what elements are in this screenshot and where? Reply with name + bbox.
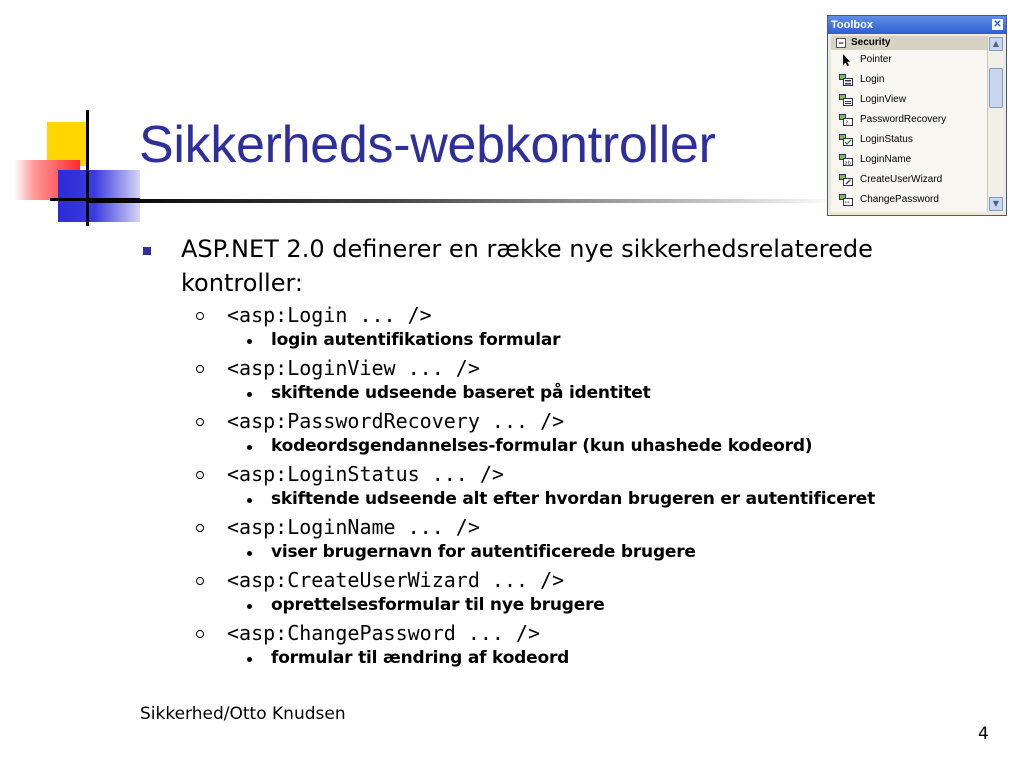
control-description [140,487,940,512]
toolbox-item-loginname[interactable] [831,150,987,170]
square-bullet-icon [143,247,151,255]
svg-text:**: ** [844,201,850,206]
toolbox-item-changepassword[interactable] [831,190,987,210]
dot-bullet-icon [247,551,252,556]
toolbox-item-label: LoginStatus [860,134,913,145]
control-tag: <asp:ChangePassword ... /> [227,621,541,645]
dot-bullet-icon [247,498,252,503]
dot-bullet-icon [247,604,252,609]
toolbox-category-security[interactable] [831,36,987,50]
control-tag: <asp:Login ... /> [227,303,432,327]
control-tag: <asp:LoginStatus ... /> [227,462,504,486]
collapse-icon[interactable]: − [836,38,846,48]
control-desc-text: formular til ændring af kodeord [271,648,570,668]
control-item [140,355,940,381]
control-desc-text: viser brugernavn for autentificerede brugere [271,542,696,562]
control-desc-text: skiftende udseende alt efter hvordan brugeren er autentificeret [271,489,876,509]
control-description [140,434,940,459]
toolbox-item-label: PasswordRecovery [860,114,947,125]
toolbox-titlebar[interactable] [828,16,1006,34]
passwordrecovery-control-icon [839,114,853,126]
control-desc-text: kodeordsgendannelses-formular (kun uhashede kodeord) [271,436,813,456]
intro-text: ASP.NET 2.0 definerer en række nye sikkerhedsrelaterede kontroller: [181,235,873,297]
toolbox-item-label: LoginView [860,94,906,105]
circle-bullet-icon [196,577,204,585]
control-description [140,381,940,406]
title-underline [89,199,839,203]
toolbox-item-createuserwizard[interactable] [831,170,987,190]
control-tag: <asp:CreateUserWizard ... /> [227,568,565,592]
control-desc-text: skiftende udseende baseret på identitet [271,383,651,403]
login-control-icon [839,74,853,86]
dot-bullet-icon [247,392,252,397]
control-tag: <asp:LoginName ... /> [227,515,480,539]
toolbox-item-passwordrecovery[interactable] [831,110,987,130]
dot-bullet-icon [247,339,252,344]
toolbox-item-label: LoginName [860,154,912,165]
dot-bullet-icon [247,657,252,662]
loginview-control-icon [839,94,853,106]
control-desc-text: login autentifikations formular [271,330,561,350]
toolbox-list [831,36,987,212]
control-item [140,620,940,646]
control-tag: <asp:PasswordRecovery ... /> [227,409,565,433]
close-icon[interactable]: ✕ [993,19,1002,30]
toolbox-item-label: Login [860,74,885,85]
control-item [140,408,940,434]
svg-text:?: ? [845,120,849,126]
loginstatus-control-icon [839,134,853,146]
svg-text:ab: ab [844,160,851,166]
scrollbar-thumb[interactable] [989,68,1003,108]
dot-bullet-icon [247,445,252,450]
changepassword-control-icon [839,194,853,206]
control-description [140,540,940,565]
toolbox-item-label: Pointer [860,54,892,65]
scroll-down-icon[interactable]: ▼ [989,197,1003,211]
control-item [140,514,940,540]
toolbox-window [827,15,1007,216]
loginname-control-icon [839,154,853,166]
intro-bullet [140,232,940,300]
slide-title: Sikkerheds-webkontroller [139,116,716,174]
control-description [140,593,940,618]
circle-bullet-icon [196,471,204,479]
toolbox-title: Toolbox [831,19,873,31]
circle-bullet-icon [196,630,204,638]
slide-number: 4 [978,724,989,744]
control-description [140,328,940,353]
control-item [140,461,940,487]
circle-bullet-icon [196,418,204,426]
control-item [140,567,940,593]
pointer-icon [839,54,853,66]
circle-bullet-icon [196,365,204,373]
slide-body [140,232,940,671]
scroll-up-icon[interactable]: ▲ [989,37,1003,51]
toolbox-scrollbar[interactable] [987,36,1004,212]
control-tag: <asp:LoginView ... /> [227,356,480,380]
decor-blue-block [58,170,140,222]
toolbox-item-loginview[interactable] [831,90,987,110]
toolbox-category-label: Security [851,37,891,48]
toolbox-item-label: ChangePassword [860,194,939,205]
control-item [140,302,940,328]
createuserwizard-control-icon [839,174,853,186]
toolbox-item-loginstatus[interactable] [831,130,987,150]
decor-vertical-line [86,110,89,226]
control-desc-text: oprettelsesformular til nye brugere [271,595,605,615]
control-description [140,646,940,671]
footer-author: Sikkerhed/Otto Knudsen [140,704,346,724]
toolbox-item-login[interactable] [831,70,987,90]
circle-bullet-icon [196,312,204,320]
toolbox-item-pointer[interactable] [831,50,987,70]
toolbox-item-label: CreateUserWizard [860,174,943,185]
circle-bullet-icon [196,524,204,532]
